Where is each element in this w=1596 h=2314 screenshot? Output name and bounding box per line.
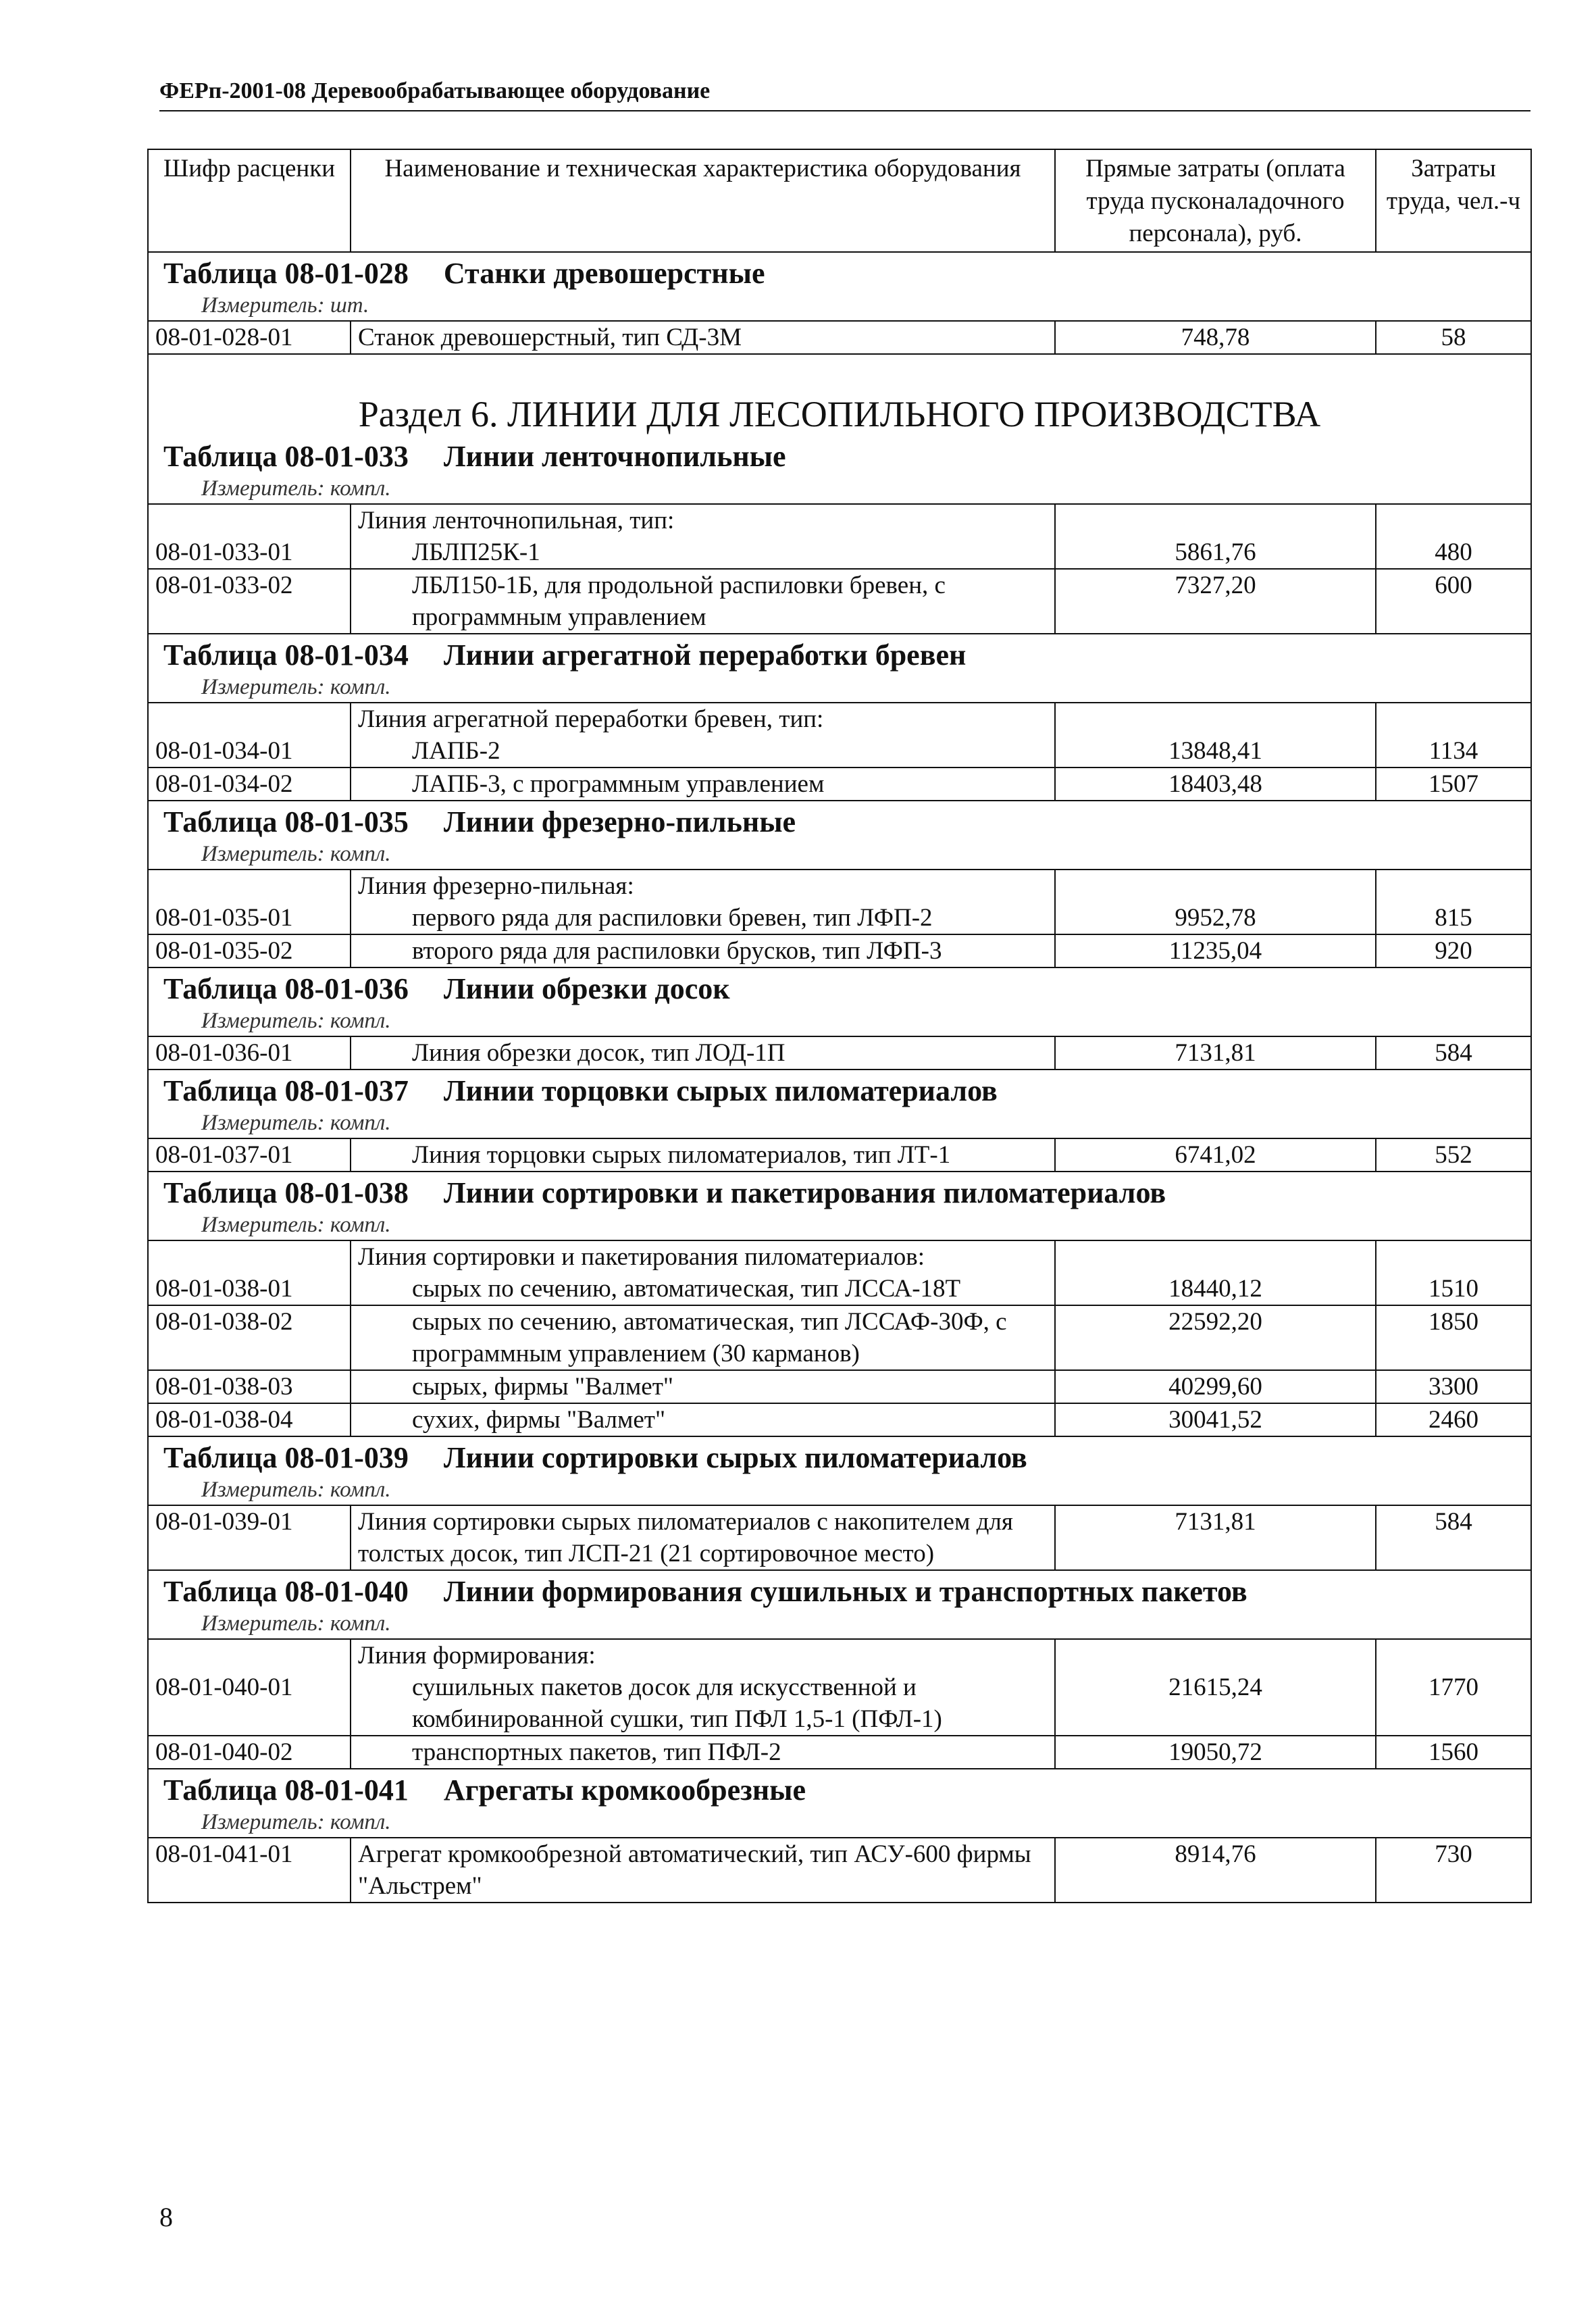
table-number: Таблица 08-01-038 xyxy=(163,1176,409,1209)
equipment-name: ЛАПБ-3, с программным управлением xyxy=(412,770,825,798)
labor-cost: 1770 xyxy=(1376,1639,1531,1736)
table-measure: Измеритель: компл. xyxy=(148,1007,1531,1036)
table-row xyxy=(148,1838,1531,1903)
table-row xyxy=(148,1305,1531,1370)
direct-cost: 19050,72 xyxy=(1055,1736,1376,1769)
direct-cost: 748,78 xyxy=(1055,321,1376,354)
table-measure-row xyxy=(148,292,1531,321)
direct-cost: 18403,48 xyxy=(1055,768,1376,801)
equipment-name: Линия торцовки сырых пиломатериалов, тип ЛТ-1 xyxy=(412,1141,951,1169)
labor-cost: 1134 xyxy=(1376,703,1531,768)
table-row xyxy=(148,504,1531,569)
table-measure-row xyxy=(148,1211,1531,1240)
page-header: ФЕРп-2001-08 Деревообрабатывающее оборудование xyxy=(159,78,1530,111)
table-number: Таблица 08-01-037 xyxy=(163,1074,409,1107)
rate-code: 08-01-033-01 xyxy=(148,504,351,569)
table-row xyxy=(148,870,1531,934)
rate-code: 08-01-033-02 xyxy=(148,569,351,634)
labor-cost: 3300 xyxy=(1376,1370,1531,1403)
equipment-name: ЛБЛ150-1Б, для продольной распиловки бревен, с программным управлением xyxy=(412,572,946,631)
group-intro: Линия агрегатной переработки бревен, тип: xyxy=(358,705,824,733)
table-heading xyxy=(148,1570,1531,1610)
table-row xyxy=(148,768,1531,801)
labor-cost: 815 xyxy=(1376,870,1531,934)
section-title: Раздел 6. ЛИНИИ ДЛЯ ЛЕСОПИЛЬНОГО ПРОИЗВОДСТВА xyxy=(148,354,1531,436)
table-row xyxy=(148,1240,1531,1305)
table-title: Линии обрезки досок xyxy=(443,972,730,1005)
rate-code: 08-01-034-02 xyxy=(148,768,351,801)
labor-cost: 1850 xyxy=(1376,1305,1531,1370)
equipment-name: транспортных пакетов, тип ПФЛ-2 xyxy=(412,1738,781,1766)
column-header-labor: Затраты труда, чел.-ч xyxy=(1376,149,1531,252)
labor-cost: 584 xyxy=(1376,1036,1531,1070)
table-title: Станки древошерстные xyxy=(443,257,765,290)
table-measure: Измеритель: компл. xyxy=(148,674,1531,703)
table-measure-row xyxy=(148,1809,1531,1838)
direct-cost: 30041,52 xyxy=(1055,1403,1376,1436)
table-measure: Измеритель: компл. xyxy=(148,475,1531,504)
table-row xyxy=(148,321,1531,354)
equipment-name: сухих, фирмы "Валмет" xyxy=(412,1406,666,1434)
direct-cost: 11235,04 xyxy=(1055,934,1376,967)
table-measure-row xyxy=(148,674,1531,703)
direct-cost: 7131,81 xyxy=(1055,1036,1376,1070)
group-intro: Линия фрезерно-пильная: xyxy=(358,872,634,900)
table-title: Линии фрезерно-пильные xyxy=(443,805,796,838)
table-row xyxy=(148,703,1531,768)
table-number: Таблица 08-01-041 xyxy=(163,1774,409,1807)
direct-cost: 22592,20 xyxy=(1055,1305,1376,1370)
labor-cost: 1560 xyxy=(1376,1736,1531,1769)
column-header-name: Наименование и техническая характеристика оборудования xyxy=(351,149,1055,252)
table-heading xyxy=(148,1172,1531,1211)
labor-cost: 2460 xyxy=(1376,1403,1531,1436)
table-row xyxy=(148,1505,1531,1570)
equipment-name: сырых, фирмы "Валмет" xyxy=(412,1373,673,1401)
table-heading xyxy=(148,436,1531,475)
rate-code: 08-01-035-02 xyxy=(148,934,351,967)
equipment-name: сырых по сечению, автоматическая, тип ЛССА-18Т xyxy=(412,1275,961,1303)
table-measure: Измеритель: компл. xyxy=(148,840,1531,870)
table-measure: Измеритель: компл. xyxy=(148,1109,1531,1138)
table-number: Таблица 08-01-028 xyxy=(163,257,409,290)
rate-code: 08-01-036-01 xyxy=(148,1036,351,1070)
direct-cost: 8914,76 xyxy=(1055,1838,1376,1903)
table-number: Таблица 08-01-039 xyxy=(163,1441,409,1474)
table-measure-row xyxy=(148,840,1531,870)
direct-cost: 5861,76 xyxy=(1055,504,1376,569)
labor-cost: 920 xyxy=(1376,934,1531,967)
table-number: Таблица 08-01-033 xyxy=(163,440,409,473)
group-intro: Линия ленточнопильная, тип: xyxy=(358,507,675,534)
group-intro: Линия сортировки и пакетирования пиломатериалов: xyxy=(358,1243,925,1271)
section-heading-row xyxy=(148,354,1531,436)
table-measure: Измеритель: компл. xyxy=(148,1809,1531,1838)
column-header-row xyxy=(148,149,1531,252)
table-measure-row xyxy=(148,1476,1531,1505)
table-row xyxy=(148,1639,1531,1736)
table-number: Таблица 08-01-034 xyxy=(163,638,409,672)
labor-cost: 1507 xyxy=(1376,768,1531,801)
table-number: Таблица 08-01-035 xyxy=(163,805,409,838)
table-row xyxy=(148,1370,1531,1403)
equipment-name: первого ряда для распиловки бревен, тип ЛФП-2 xyxy=(412,904,933,932)
table-measure: Измеритель: компл. xyxy=(148,1476,1531,1505)
table-measure-row xyxy=(148,1610,1531,1639)
labor-cost: 1510 xyxy=(1376,1240,1531,1305)
table-row xyxy=(148,1736,1531,1769)
equipment-name: второго ряда для распиловки брусков, тип ЛФП-3 xyxy=(412,937,942,965)
rate-code: 08-01-038-04 xyxy=(148,1403,351,1436)
rate-code: 08-01-034-01 xyxy=(148,703,351,768)
labor-cost: 552 xyxy=(1376,1138,1531,1172)
table-title: Агрегаты кромкообрезные xyxy=(443,1774,806,1807)
rate-code: 08-01-038-01 xyxy=(148,1240,351,1305)
rate-code: 08-01-040-01 xyxy=(148,1639,351,1736)
rate-code: 08-01-040-02 xyxy=(148,1736,351,1769)
page-number: 8 xyxy=(159,2202,173,2232)
equipment-name: Станок древошерстный, тип СД-3М xyxy=(351,321,1055,354)
direct-cost: 40299,60 xyxy=(1055,1370,1376,1403)
table-row xyxy=(148,1036,1531,1070)
direct-cost: 7327,20 xyxy=(1055,569,1376,634)
table-heading xyxy=(148,801,1531,840)
direct-cost: 7131,81 xyxy=(1055,1505,1376,1570)
rate-code: 08-01-037-01 xyxy=(148,1138,351,1172)
labor-cost: 58 xyxy=(1376,321,1531,354)
table-heading xyxy=(148,1070,1531,1109)
labor-cost: 480 xyxy=(1376,504,1531,569)
table-heading xyxy=(148,634,1531,674)
table-number: Таблица 08-01-036 xyxy=(163,972,409,1005)
rate-code: 08-01-028-01 xyxy=(148,321,351,354)
table-measure: Измеритель: компл. xyxy=(148,1211,1531,1240)
equipment-name: сушильных пакетов досок для искусственной и комбинированной сушки, тип ПФЛ 1,5-1 (ПФЛ-1) xyxy=(412,1674,942,1733)
table-title: Линии агрегатной переработки бревен xyxy=(443,638,967,672)
table-measure-row xyxy=(148,1007,1531,1036)
table-title: Линии торцовки сырых пиломатериалов xyxy=(443,1074,998,1107)
table-measure: Измеритель: шт. xyxy=(148,292,1531,321)
labor-cost: 730 xyxy=(1376,1838,1531,1903)
table-row xyxy=(148,1403,1531,1436)
table-measure: Измеритель: компл. xyxy=(148,1610,1531,1639)
table-number: Таблица 08-01-040 xyxy=(163,1575,409,1608)
table-title: Линии ленточнопильные xyxy=(443,440,786,473)
labor-cost: 584 xyxy=(1376,1505,1531,1570)
table-row xyxy=(148,569,1531,634)
direct-cost: 9952,78 xyxy=(1055,870,1376,934)
equipment-name: Агрегат кромкообрезной автоматический, тип АСУ-600 фирмы "Альстрем" xyxy=(351,1838,1055,1903)
table-row xyxy=(148,1138,1531,1172)
rate-code: 08-01-041-01 xyxy=(148,1838,351,1903)
table-measure-row xyxy=(148,1109,1531,1138)
column-header-cost: Прямые затраты (оплата труда пусконаладочного персонала), руб. xyxy=(1055,149,1376,252)
rate-code: 08-01-039-01 xyxy=(148,1505,351,1570)
equipment-name: ЛБЛП25К-1 xyxy=(412,538,540,566)
rate-code: 08-01-038-03 xyxy=(148,1370,351,1403)
equipment-name: сырых по сечению, автоматическая, тип ЛССАФ-30Ф, с программным управлением (30 карманов) xyxy=(412,1308,1007,1367)
rate-code: 08-01-035-01 xyxy=(148,870,351,934)
column-header-code: Шифр расценки xyxy=(148,149,351,252)
direct-cost: 6741,02 xyxy=(1055,1138,1376,1172)
table-heading xyxy=(148,967,1531,1007)
equipment-name: Линия сортировки сырых пиломатериалов с накопителем для толстых досок, тип ЛСП-21 (21 сортировочное место) xyxy=(351,1505,1055,1570)
rate-code: 08-01-038-02 xyxy=(148,1305,351,1370)
price-table xyxy=(147,149,1532,1903)
direct-cost: 18440,12 xyxy=(1055,1240,1376,1305)
equipment-name: ЛАПБ-2 xyxy=(412,737,500,765)
table-heading xyxy=(148,252,1531,292)
direct-cost: 21615,24 xyxy=(1055,1639,1376,1736)
table-title: Линии сортировки и пакетирования пиломатериалов xyxy=(443,1176,1166,1209)
group-intro: Линия формирования: xyxy=(358,1642,596,1669)
table-title: Линии сортировки сырых пиломатериалов xyxy=(443,1441,1027,1474)
table-title: Линии формирования сушильных и транспортных пакетов xyxy=(443,1575,1247,1608)
direct-cost: 13848,41 xyxy=(1055,703,1376,768)
labor-cost: 600 xyxy=(1376,569,1531,634)
table-row xyxy=(148,934,1531,967)
table-heading xyxy=(148,1769,1531,1809)
table-heading xyxy=(148,1436,1531,1476)
table-measure-row xyxy=(148,475,1531,504)
equipment-name: Линия обрезки досок, тип ЛОД-1П xyxy=(412,1039,786,1067)
